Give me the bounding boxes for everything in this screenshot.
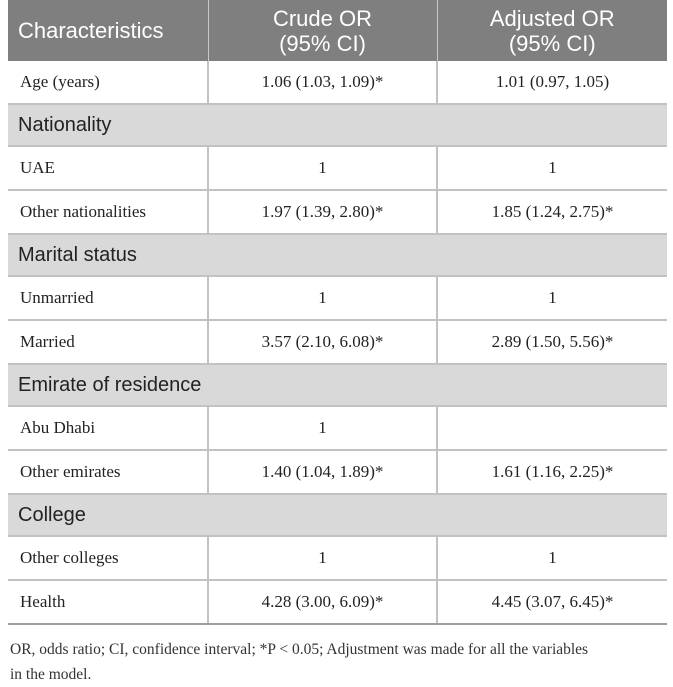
section-label: College: [8, 494, 667, 536]
table-row: [8, 450, 667, 494]
table-row: [8, 276, 667, 320]
table-row: [8, 536, 667, 580]
crude-or-cell: 1: [208, 276, 437, 320]
crude-or-cell: 1: [208, 406, 437, 450]
header-adjusted-or-line2: (95% CI): [508, 30, 596, 56]
adjusted-or-cell: [437, 406, 667, 450]
adjusted-or-cell: 1.61 (1.16, 2.25)*: [437, 450, 667, 494]
crude-or-cell: 3.57 (2.10, 6.08)*: [208, 320, 437, 364]
header-crude-or-line2: (95% CI): [279, 30, 366, 56]
section-label: Nationality: [8, 104, 667, 146]
row-label: Unmarried: [8, 276, 208, 320]
table-footnote: [8, 637, 667, 687]
header-adjusted-or-line1: Adjusted OR: [489, 5, 615, 31]
table-row: [8, 320, 667, 364]
crude-or-cell: 1.40 (1.04, 1.89)*: [208, 450, 437, 494]
adjusted-or-cell: 4.45 (3.07, 6.45)*: [437, 580, 667, 624]
odds-ratio-table-figure: [8, 0, 667, 687]
section-label: Marital status: [8, 234, 667, 276]
table-row: [8, 580, 667, 624]
crude-or-cell: 1: [208, 536, 437, 580]
section-row-college: [8, 494, 667, 536]
adjusted-or-cell: 1: [437, 146, 667, 190]
section-row-nationality: [8, 104, 667, 146]
row-label: Other nationalities: [8, 190, 208, 234]
row-label: Health: [8, 580, 208, 624]
table-header-row: [8, 0, 667, 61]
row-label: Married: [8, 320, 208, 364]
table-row: [8, 146, 667, 190]
footnote-line2: in the model.: [10, 666, 92, 683]
row-label: Other colleges: [8, 536, 208, 580]
row-label: Abu Dhabi: [8, 406, 208, 450]
table-row: [8, 406, 667, 450]
crude-or-cell: 1.97 (1.39, 2.80)*: [208, 190, 437, 234]
row-label: Age (years): [8, 61, 208, 104]
adjusted-or-cell: 1: [437, 276, 667, 320]
crude-or-cell: 1: [208, 146, 437, 190]
section-row-marital-status: [8, 234, 667, 276]
header-adjusted-or: [437, 0, 667, 61]
adjusted-or-cell: 1.85 (1.24, 2.75)*: [437, 190, 667, 234]
footnote-line1: OR, odds ratio; CI, confidence interval; *P < 0.05; Adjustment was made for all the variables: [10, 641, 589, 658]
row-label: Other emirates: [8, 450, 208, 494]
adjusted-or-cell: 1.01 (0.97, 1.05): [437, 61, 667, 104]
header-crude-or-line1: Crude OR: [272, 5, 373, 31]
odds-ratio-table: [8, 0, 667, 625]
header-characteristics: [8, 0, 208, 61]
adjusted-or-cell: 1: [437, 536, 667, 580]
table-row: [8, 190, 667, 234]
header-characteristics-label: Characteristics: [18, 18, 164, 43]
header-crude-or: [208, 0, 437, 61]
adjusted-or-cell: 2.89 (1.50, 5.56)*: [437, 320, 667, 364]
section-row-emirate: [8, 364, 667, 406]
crude-or-cell: 1.06 (1.03, 1.09)*: [208, 61, 437, 104]
table-row: [8, 61, 667, 104]
crude-or-cell: 4.28 (3.00, 6.09)*: [208, 580, 437, 624]
row-label: UAE: [8, 146, 208, 190]
section-label: Emirate of residence: [8, 364, 667, 406]
